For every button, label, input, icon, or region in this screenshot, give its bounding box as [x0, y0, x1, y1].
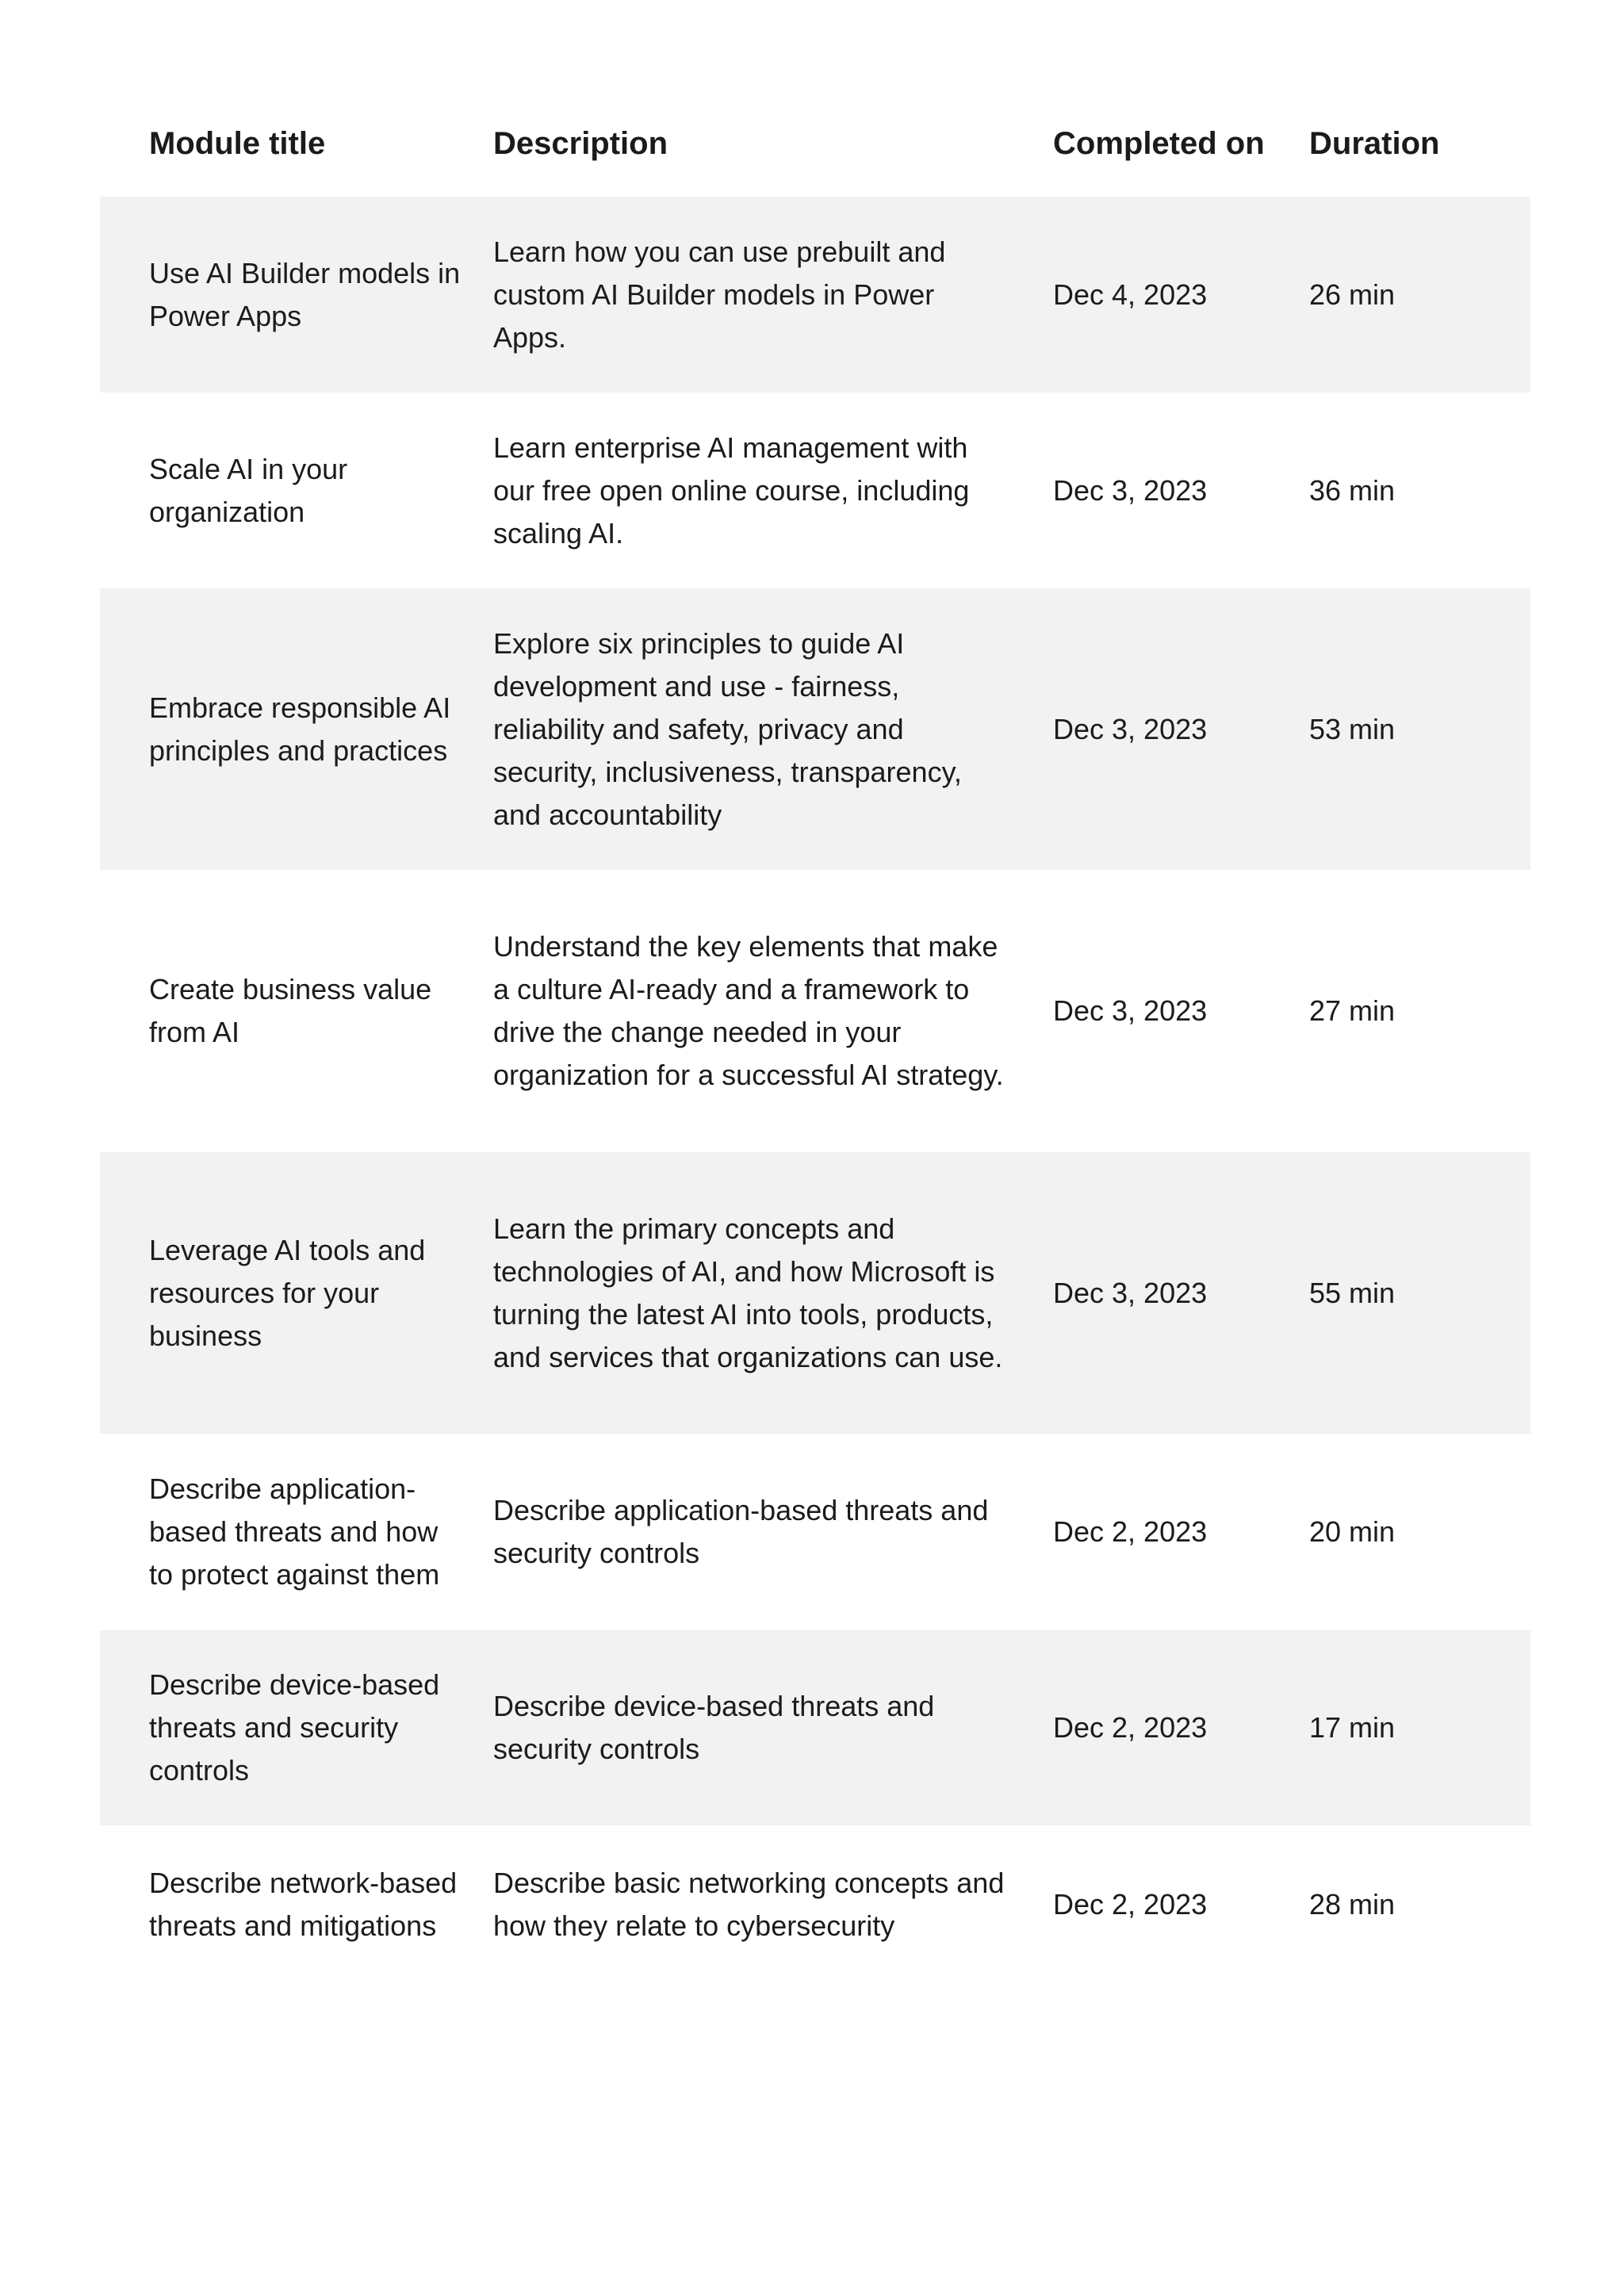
module-description: Learn the primary concepts and technologies of AI, and how Microsoft is turning the latest AI into tools, products, and services that organizations can use. — [493, 1152, 1053, 1434]
completed-date: Dec 2, 2023 — [1053, 1888, 1208, 1921]
header-description: Description — [493, 126, 668, 161]
table-row — [100, 1630, 1530, 1825]
table-header — [100, 103, 1530, 197]
completed-date: Dec 3, 2023 — [1053, 473, 1208, 507]
table-row — [100, 393, 1530, 588]
module-title: Leverage AI tools and resources for your business — [100, 1152, 493, 1434]
module-title: Describe device-based threats and security controls — [100, 1630, 493, 1825]
module-description: Understand the key elements that make a culture AI-ready and a framework to drive the change needed in your organization for a successful AI strategy. — [493, 930, 1004, 1091]
module-duration: 17 min — [1309, 1630, 1530, 1825]
module-title: Use AI Builder models in Power Apps — [100, 197, 493, 393]
module-description: Describe application-based threats and security controls — [493, 1494, 989, 1569]
module-title: Scale AI in your organization — [149, 452, 348, 528]
module-duration: 27 min — [1309, 994, 1396, 1027]
table-row — [100, 1434, 1530, 1630]
module-duration: 36 min — [1309, 473, 1396, 507]
module-duration: 20 min — [1309, 1515, 1396, 1548]
table-row — [100, 1825, 1530, 1984]
completed-date: Dec 2, 2023 — [1053, 1515, 1208, 1548]
module-title: Describe network-based threats and mitigations — [149, 1867, 458, 1942]
module-description: Explore six principles to guide AI development and use - fairness, reliability and safety, privacy and security, inclusiveness, transparency, and accountability — [493, 588, 1053, 870]
module-description: Learn how you can use prebuilt and custom AI Builder models in Power Apps. — [493, 197, 1053, 393]
completed-date: Dec 3, 2023 — [1053, 588, 1309, 870]
header-duration: Duration — [1309, 126, 1440, 161]
header-module-title: Module title — [149, 126, 326, 161]
completed-date: Dec 3, 2023 — [1053, 994, 1208, 1027]
module-title: Create business value from AI — [149, 973, 432, 1048]
completed-date: Dec 3, 2023 — [1053, 1152, 1309, 1434]
table-body — [100, 197, 1530, 1984]
table-row — [100, 197, 1530, 393]
module-description: Learn enterprise AI management with our free open online course, including scaling AI. — [493, 431, 970, 550]
table-row — [100, 870, 1530, 1152]
table-row — [100, 588, 1530, 870]
completed-date: Dec 2, 2023 — [1053, 1630, 1309, 1825]
module-description: Describe basic networking concepts and how they relate to cybersecurity — [493, 1867, 1005, 1942]
module-title: Describe application-based threats and how to protect against them — [149, 1473, 440, 1591]
header-completed-on: Completed on — [1053, 126, 1265, 161]
module-duration: 53 min — [1309, 588, 1530, 870]
modules-table — [100, 103, 1530, 1984]
table-row — [100, 1152, 1530, 1434]
completed-date: Dec 4, 2023 — [1053, 197, 1309, 393]
module-title: Embrace responsible AI principles and practices — [100, 588, 493, 870]
module-duration: 55 min — [1309, 1152, 1530, 1434]
module-duration: 28 min — [1309, 1888, 1396, 1921]
module-description: Describe device-based threats and security controls — [493, 1630, 1053, 1825]
module-duration: 26 min — [1309, 197, 1530, 393]
